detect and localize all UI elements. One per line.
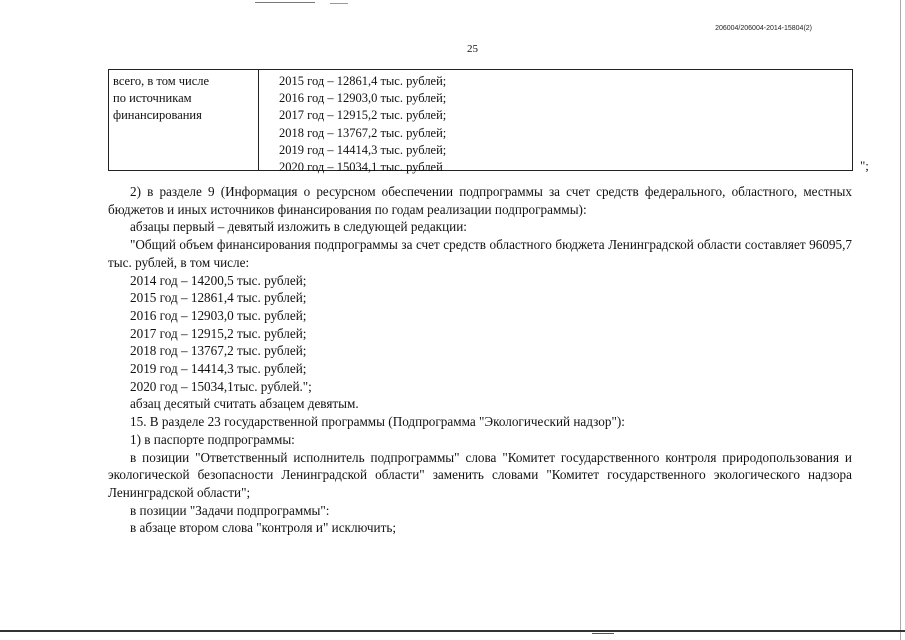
year-line: 2018 год – 13767,2 тыс. рублей; bbox=[130, 343, 307, 359]
document-id: 206004/206004-2014-15804(2) bbox=[715, 25, 812, 32]
table-left-cell bbox=[113, 73, 209, 125]
year-line: 2019 год – 14414,3 тыс. рублей; bbox=[130, 361, 307, 377]
table-left-line: по источникам bbox=[113, 91, 192, 106]
table-year-line: 2017 год – 12915,2 тыс. рублей; bbox=[279, 108, 447, 123]
financing-table bbox=[108, 69, 853, 175]
paragraph-section-9: 2) в разделе 9 (Информация о ресурсном обеспечении подпрограммы за счет средств федерального, областного, местных бюджетов и иных источников финансирования по годам реализации подпрограммы): bbox=[108, 184, 852, 217]
table-year-line: 2015 год – 12861,4 тыс. рублей; bbox=[279, 74, 447, 88]
document-body bbox=[108, 183, 852, 537]
table-left-line: всего, в том числе bbox=[113, 74, 210, 88]
year-line: 2020 год – 15034,1тыс. рублей."; bbox=[130, 378, 312, 394]
year-line: 2017 год – 12915,2 тыс. рублей; bbox=[130, 325, 307, 341]
page-number: 25 bbox=[467, 43, 478, 55]
table-right-cell bbox=[279, 73, 446, 176]
paragraph-tasks-position: в позиции "Задачи подпрограммы": bbox=[130, 502, 330, 518]
paragraph-total-financing: "Общий объем финансирования подпрограммы за счет средств областного бюджета Ленинградской области составляет 96095,7 тыс. рублей, в том числе: bbox=[108, 237, 852, 270]
paragraph-tenth-abzac: абзац десятый считать абзацем девятым. bbox=[130, 396, 359, 412]
year-line: 2015 год – 12861,4 тыс. рублей; bbox=[130, 290, 307, 306]
paragraph-edit-instruction: абзацы первый – девятый изложить в следующей редакции: bbox=[130, 219, 467, 235]
scan-artifact-bottom-2 bbox=[592, 633, 614, 634]
paragraph-second-abzac: в абзаце втором слова "контроля и" исключить; bbox=[130, 520, 397, 536]
table-year-line: 2019 год – 14414,3 тыс. рублей; bbox=[279, 142, 447, 157]
paragraph-passport: 1) в паспорте подпрограммы: bbox=[130, 431, 295, 447]
table-left-line: финансирования bbox=[113, 108, 202, 123]
table-column-divider bbox=[258, 70, 259, 170]
scan-artifact-bottom bbox=[0, 630, 905, 632]
table-year-line: 2018 год – 13767,2 тыс. рублей; bbox=[279, 125, 447, 140]
paragraph-responsible-executor: в позиции "Ответственный исполнитель подпрограммы" слова "Комитет государственного контроля природопользования и экологической безопасности Ленинградской области" заменить словами "Комитет государственного экологического надзора Ленинградской области"; bbox=[108, 449, 852, 500]
scan-artifact-right-edge bbox=[900, 0, 901, 640]
table-year-line: 2020 год – 15034,1 тыс. рублей bbox=[279, 160, 443, 175]
paragraph-section-23: 15. В разделе 23 государственной программы (Подпрограмма "Экологический надзор"): bbox=[130, 414, 625, 430]
table-year-line: 2016 год – 12903,0 тыс. рублей; bbox=[279, 91, 447, 106]
table-closing-quote: "; bbox=[860, 158, 869, 173]
scan-artifact-top-2 bbox=[330, 3, 348, 4]
year-line: 2016 год – 12903,0 тыс. рублей; bbox=[130, 307, 307, 323]
scan-artifact-top bbox=[255, 2, 315, 3]
year-line: 2014 год – 14200,5 тыс. рублей; bbox=[130, 272, 307, 288]
